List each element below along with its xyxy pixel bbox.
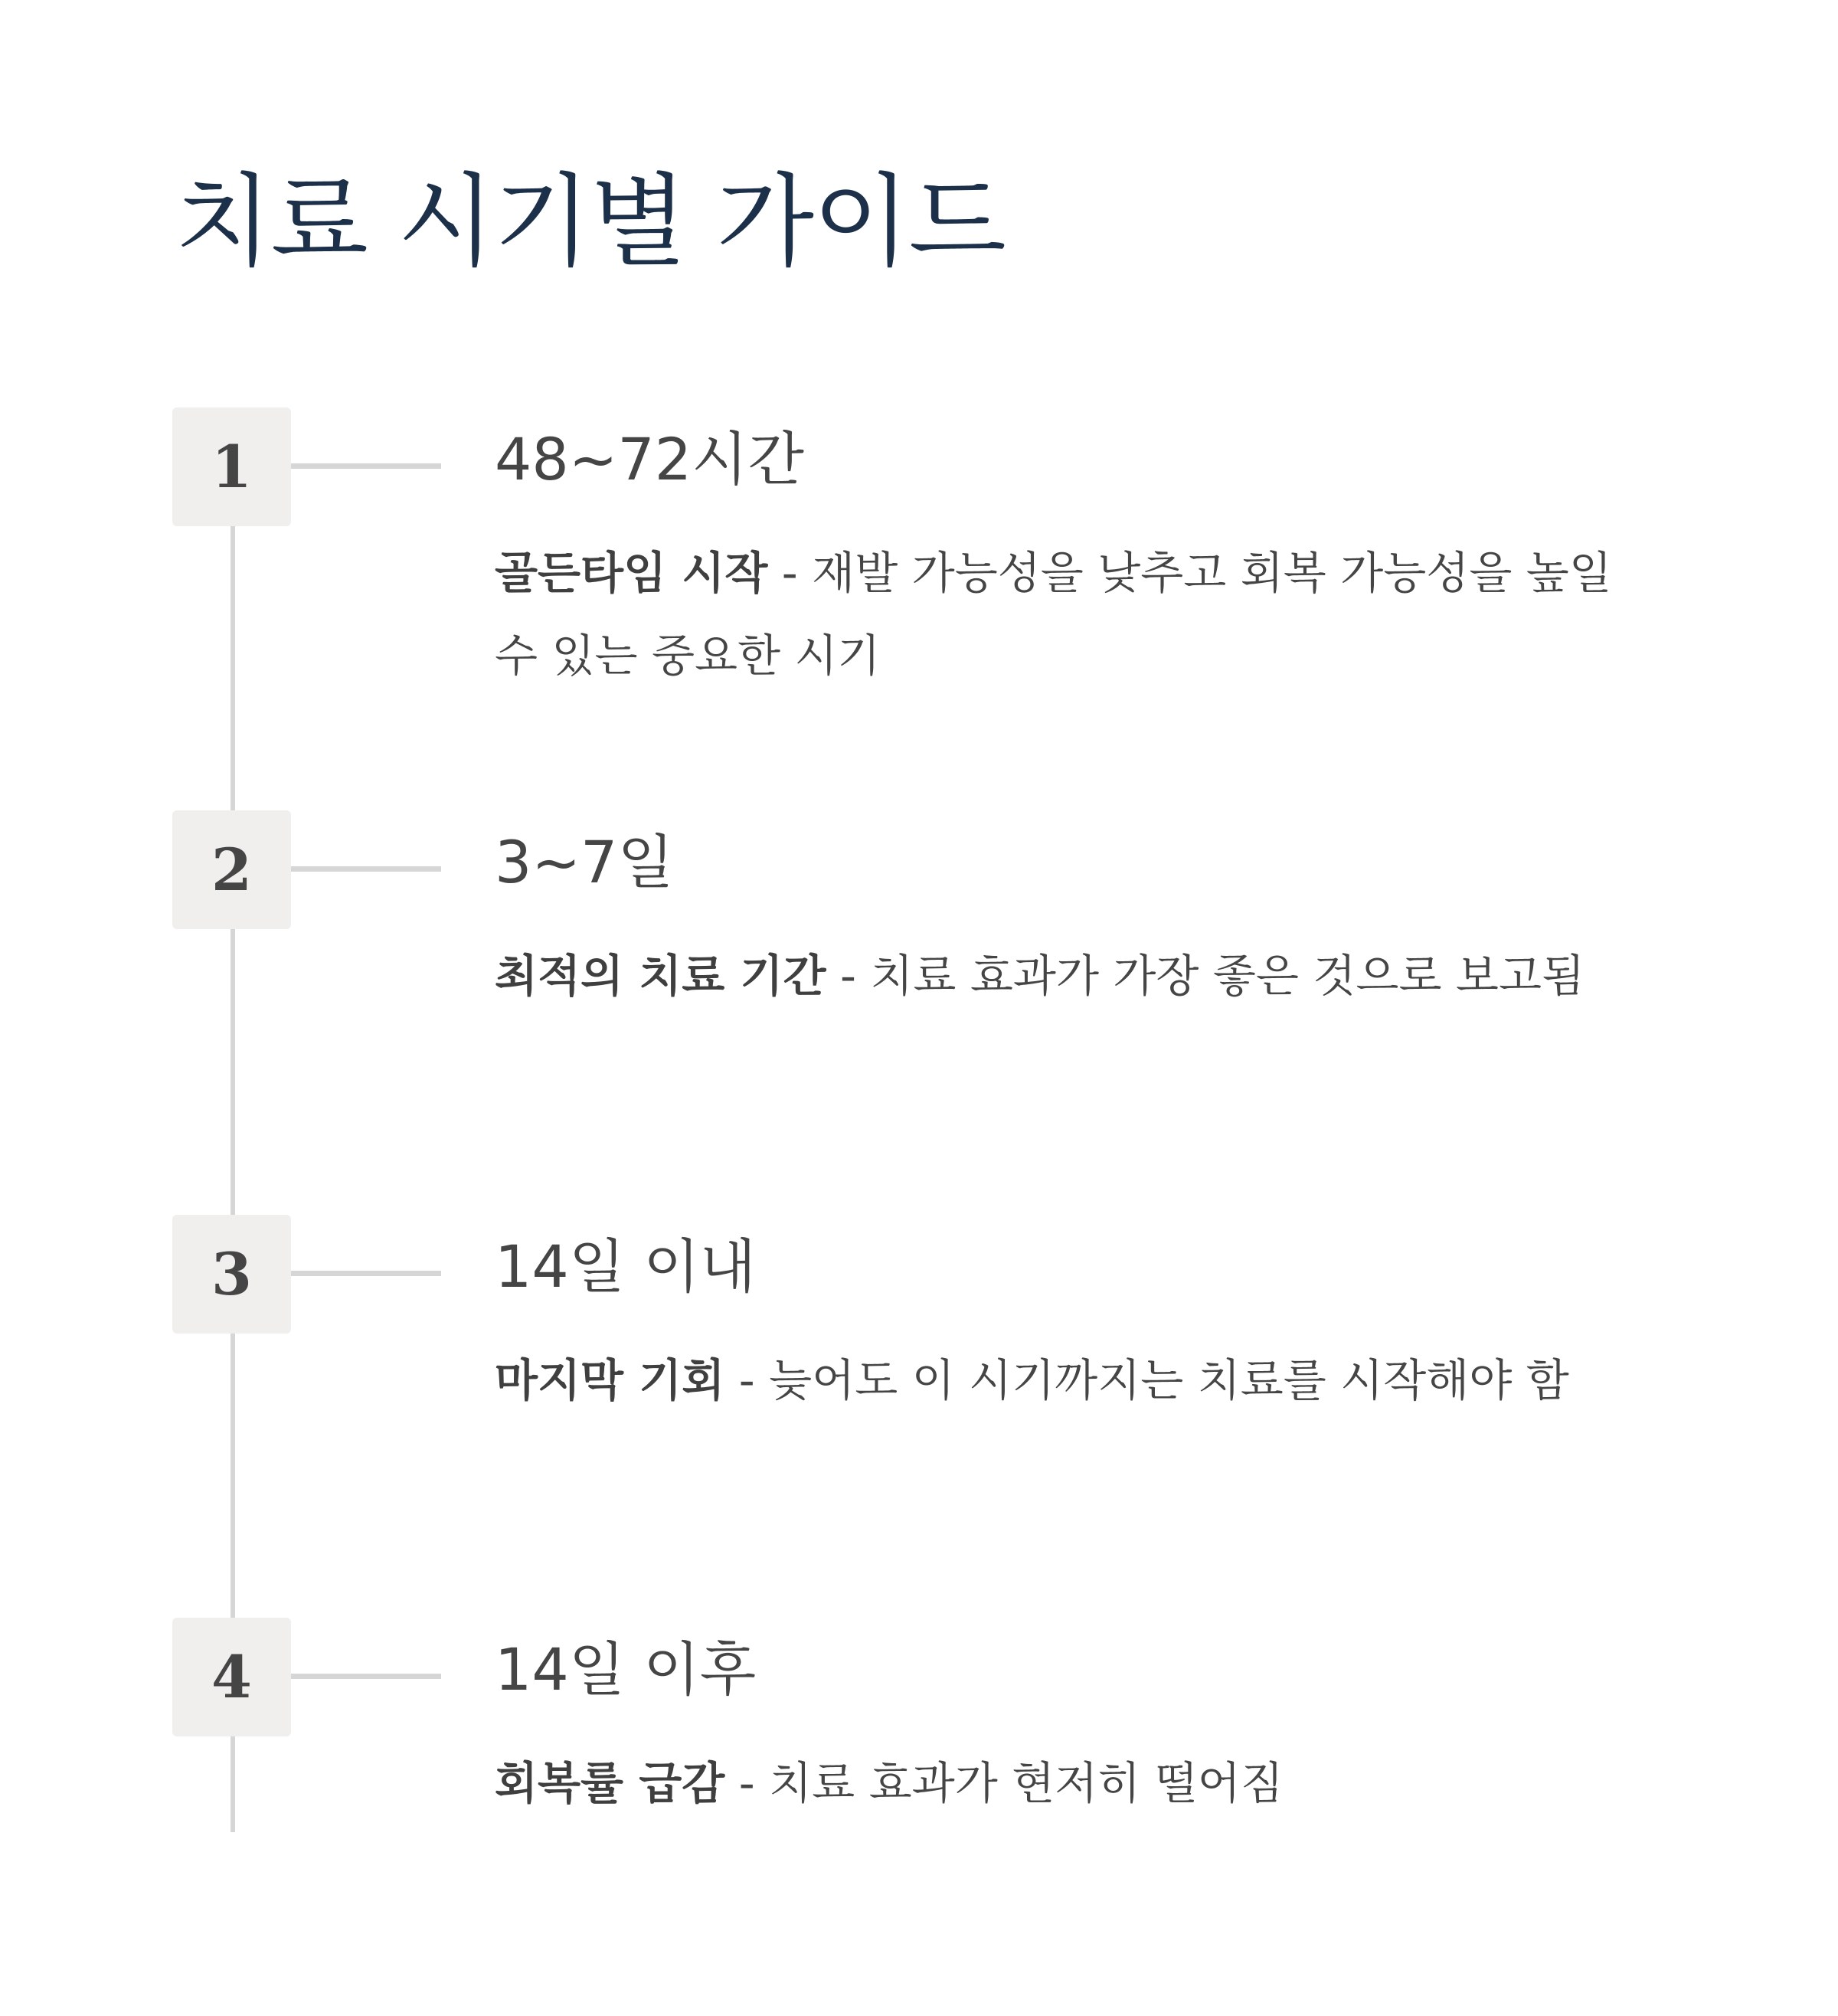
step-number-badge: 2 — [172, 810, 291, 929]
step-highlight: 최적의 치료 기간 — [495, 950, 826, 1002]
step-period: 48~72시간 — [495, 425, 804, 493]
step-highlight: 회복률 급감 — [495, 1757, 725, 1809]
step-period: 14일 이내 — [495, 1232, 757, 1301]
timeline-step-2 — [0, 810, 1838, 1132]
step-description-text: - 재발 가능성을 낮추고 회복 가능성을 높일 수 있는 중요한 시기 — [495, 547, 1612, 682]
step-highlight: 골든타임 시작 — [495, 547, 768, 599]
step-description-text: - 늦어도 이 시기까지는 치료를 시작해야 함 — [724, 1354, 1569, 1406]
step-highlight: 마지막 기회 — [495, 1354, 725, 1406]
step-period: 3~7일 — [495, 828, 674, 896]
timeline-step-1 — [0, 407, 1838, 729]
step-description — [495, 1742, 1643, 1825]
step-number-badge: 4 — [172, 1618, 291, 1736]
step-connector-line — [291, 1271, 441, 1276]
step-connector-line — [291, 866, 441, 872]
step-description — [495, 1339, 1643, 1422]
step-description-text: - 치료 효과가 가장 좋은 것으로 보고됨 — [826, 950, 1585, 1002]
step-period: 14일 이후 — [495, 1635, 757, 1703]
step-number-badge: 1 — [172, 407, 291, 526]
page-title: 치료 시기별 가이드 — [175, 163, 1006, 281]
timeline-step-3 — [0, 1215, 1838, 1537]
step-connector-line — [291, 463, 441, 469]
step-description — [495, 532, 1643, 697]
step-connector-line — [291, 1674, 441, 1679]
step-number-badge: 3 — [172, 1215, 291, 1334]
timeline-step-4 — [0, 1618, 1838, 1939]
step-description — [495, 934, 1643, 1017]
step-description-text: - 치료 효과가 현저히 떨어짐 — [724, 1757, 1284, 1809]
